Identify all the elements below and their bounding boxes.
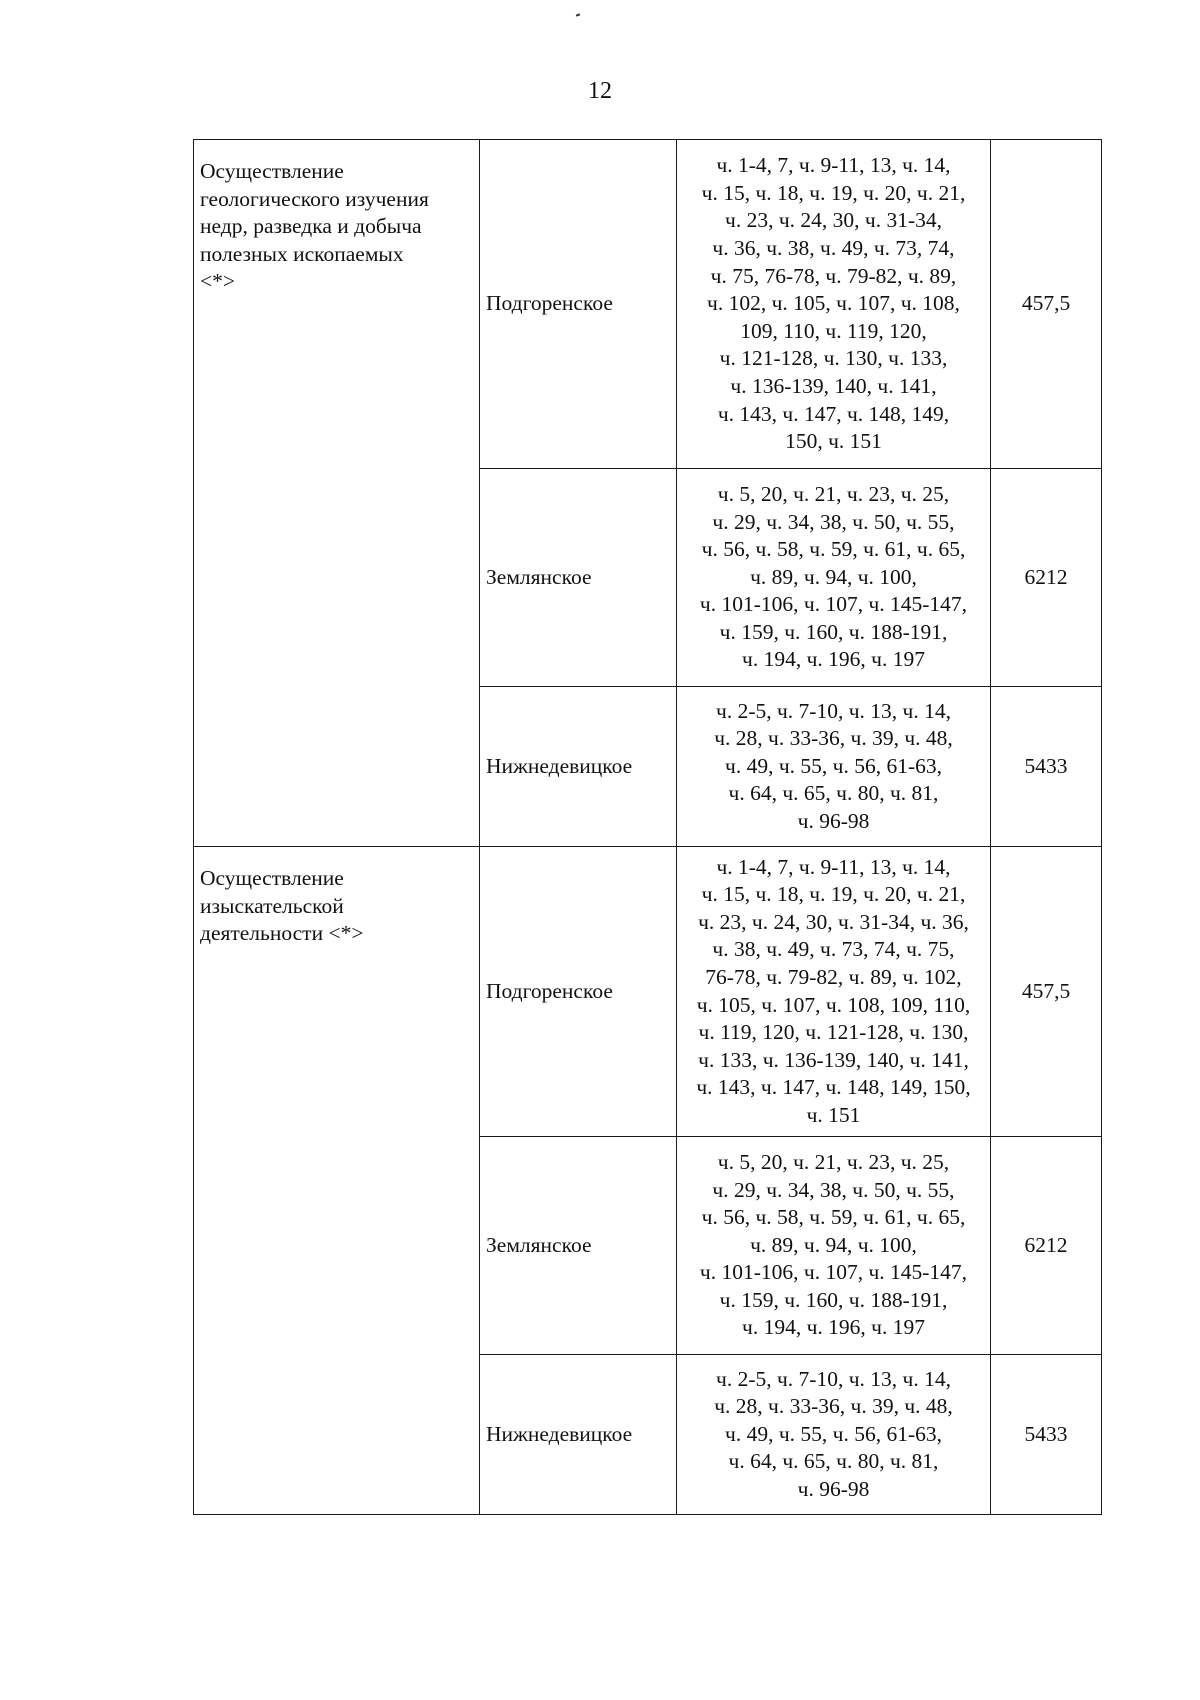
parcel-line: 109, 110, ч. 119, 120,: [740, 318, 927, 343]
parcel-line: ч. 38, ч. 49, ч. 73, 74, ч. 75,: [712, 937, 955, 962]
parcel-line: ч. 159, ч. 160, ч. 188-191,: [719, 1287, 948, 1312]
parcel-line: ч. 49, ч. 55, ч. 56, 61-63,: [725, 753, 942, 778]
parcel-line: ч. 143, ч. 147, ч. 148, 149, 150,: [696, 1075, 971, 1100]
deposit-cell: Землянское: [480, 1137, 677, 1355]
parcel-line: ч. 89, ч. 94, ч. 100,: [750, 1232, 917, 1257]
parcel-line: ч. 143, ч. 147, ч. 148, 149,: [717, 401, 950, 426]
parcels-cell: [677, 1355, 991, 1515]
parcel-line: ч. 96-98: [797, 1476, 870, 1501]
parcel-line: ч. 101-106, ч. 107, ч. 145-147,: [699, 592, 968, 617]
parcels-cell: [677, 140, 991, 469]
parcel-line: ч. 2-5, ч. 7-10, ч. 13, ч. 14,: [716, 1366, 951, 1391]
area-cell: 5433: [991, 1355, 1102, 1515]
activity-text-line: <*>: [200, 269, 236, 294]
parcel-line: ч. 102, ч. 105, ч. 107, ч. 108,: [707, 291, 960, 316]
activity-text-line: деятельности <*>: [200, 921, 364, 946]
parcel-line: ч. 151: [806, 1102, 861, 1127]
activity-cell: [194, 140, 480, 847]
area-cell: 5433: [991, 687, 1102, 847]
parcel-line: ч. 56, ч. 58, ч. 59, ч. 61, ч. 65,: [701, 537, 966, 562]
deposit-cell: Подгоренское: [480, 847, 677, 1137]
activity-text-line: Осуществление: [200, 866, 344, 890]
table-row: [194, 847, 1102, 1137]
parcel-line: ч. 15, ч. 18, ч. 19, ч. 20, ч. 21,: [701, 180, 966, 205]
parcel-line: ч. 23, ч. 24, 30, ч. 31-34, ч. 36,: [698, 909, 969, 934]
parcel-line: ч. 28, ч. 33-36, ч. 39, ч. 48,: [714, 1394, 953, 1419]
land-parcels-table: [193, 139, 1102, 1515]
parcel-line: ч. 1-4, 7, ч. 9-11, 13, ч. 14,: [716, 153, 951, 178]
parcel-line: ч. 136-139, 140, ч. 141,: [730, 373, 937, 398]
parcels-cell: [677, 1137, 991, 1355]
parcel-line: ч. 23, ч. 24, 30, ч. 31-34,: [725, 208, 942, 233]
scan-speck: [576, 13, 580, 16]
parcel-line: ч. 2-5, ч. 7-10, ч. 13, ч. 14,: [716, 698, 951, 723]
parcel-line: ч. 96-98: [797, 808, 870, 833]
deposit-cell: Землянское: [480, 469, 677, 687]
deposit-cell: Нижнедевицкое: [480, 687, 677, 847]
activity-text-line: Осуществление: [200, 159, 344, 183]
page-number: 12: [588, 78, 612, 104]
area-cell: 457,5: [991, 847, 1102, 1137]
parcel-line: ч. 49, ч. 55, ч. 56, 61-63,: [725, 1421, 942, 1446]
parcel-line: ч. 133, ч. 136-139, 140, ч. 141,: [698, 1047, 969, 1072]
parcel-line: ч. 5, 20, ч. 21, ч. 23, ч. 25,: [717, 481, 950, 506]
activity-cell: [194, 847, 480, 1515]
parcel-line: ч. 36, ч. 38, ч. 49, ч. 73, 74,: [712, 236, 955, 261]
parcel-line: ч. 56, ч. 58, ч. 59, ч. 61, ч. 65,: [701, 1205, 966, 1230]
parcel-line: ч. 89, ч. 94, ч. 100,: [750, 564, 917, 589]
parcel-line: ч. 1-4, 7, ч. 9-11, 13, ч. 14,: [716, 854, 951, 879]
parcel-line: ч. 5, 20, ч. 21, ч. 23, ч. 25,: [717, 1149, 950, 1174]
parcels-cell: [677, 687, 991, 847]
parcel-line: ч. 119, 120, ч. 121-128, ч. 130,: [698, 1020, 969, 1045]
area-cell: 457,5: [991, 140, 1102, 469]
parcel-line: 150, ч. 151: [785, 429, 882, 454]
parcel-line: ч. 28, ч. 33-36, ч. 39, ч. 48,: [714, 726, 953, 751]
deposit-cell: Нижнедевицкое: [480, 1355, 677, 1515]
parcel-line: ч. 29, ч. 34, 38, ч. 50, ч. 55,: [712, 509, 955, 534]
parcel-line: ч. 64, ч. 65, ч. 80, ч. 81,: [728, 1449, 939, 1474]
parcel-line: ч. 75, 76-78, ч. 79-82, ч. 89,: [710, 263, 957, 288]
table-row: [194, 140, 1102, 469]
parcel-line: ч. 194, ч. 196, ч. 197: [742, 1315, 925, 1340]
parcel-line: ч. 29, ч. 34, 38, ч. 50, ч. 55,: [712, 1177, 955, 1202]
activity-text-line: геологического изучения: [200, 186, 429, 211]
parcels-cell: [677, 847, 991, 1137]
deposit-cell: Подгоренское: [480, 140, 677, 469]
parcel-line: ч. 159, ч. 160, ч. 188-191,: [719, 619, 948, 644]
parcel-line: ч. 194, ч. 196, ч. 197: [742, 647, 925, 672]
area-cell: 6212: [991, 469, 1102, 687]
parcels-cell: [677, 469, 991, 687]
parcel-line: ч. 64, ч. 65, ч. 80, ч. 81,: [728, 781, 939, 806]
parcel-line: ч. 15, ч. 18, ч. 19, ч. 20, ч. 21,: [701, 882, 966, 907]
activity-text-line: изыскательской: [200, 893, 344, 918]
parcel-line: 76-78, ч. 79-82, ч. 89, ч. 102,: [705, 964, 962, 989]
activity-text-line: недр, разведка и добыча: [200, 214, 422, 239]
parcel-line: ч. 101-106, ч. 107, ч. 145-147,: [699, 1260, 968, 1285]
activity-text-line: полезных ископаемых: [200, 241, 404, 266]
parcel-line: ч. 121-128, ч. 130, ч. 133,: [719, 346, 948, 371]
parcel-line: ч. 105, ч. 107, ч. 108, 109, 110,: [696, 992, 971, 1017]
area-cell: 6212: [991, 1137, 1102, 1355]
